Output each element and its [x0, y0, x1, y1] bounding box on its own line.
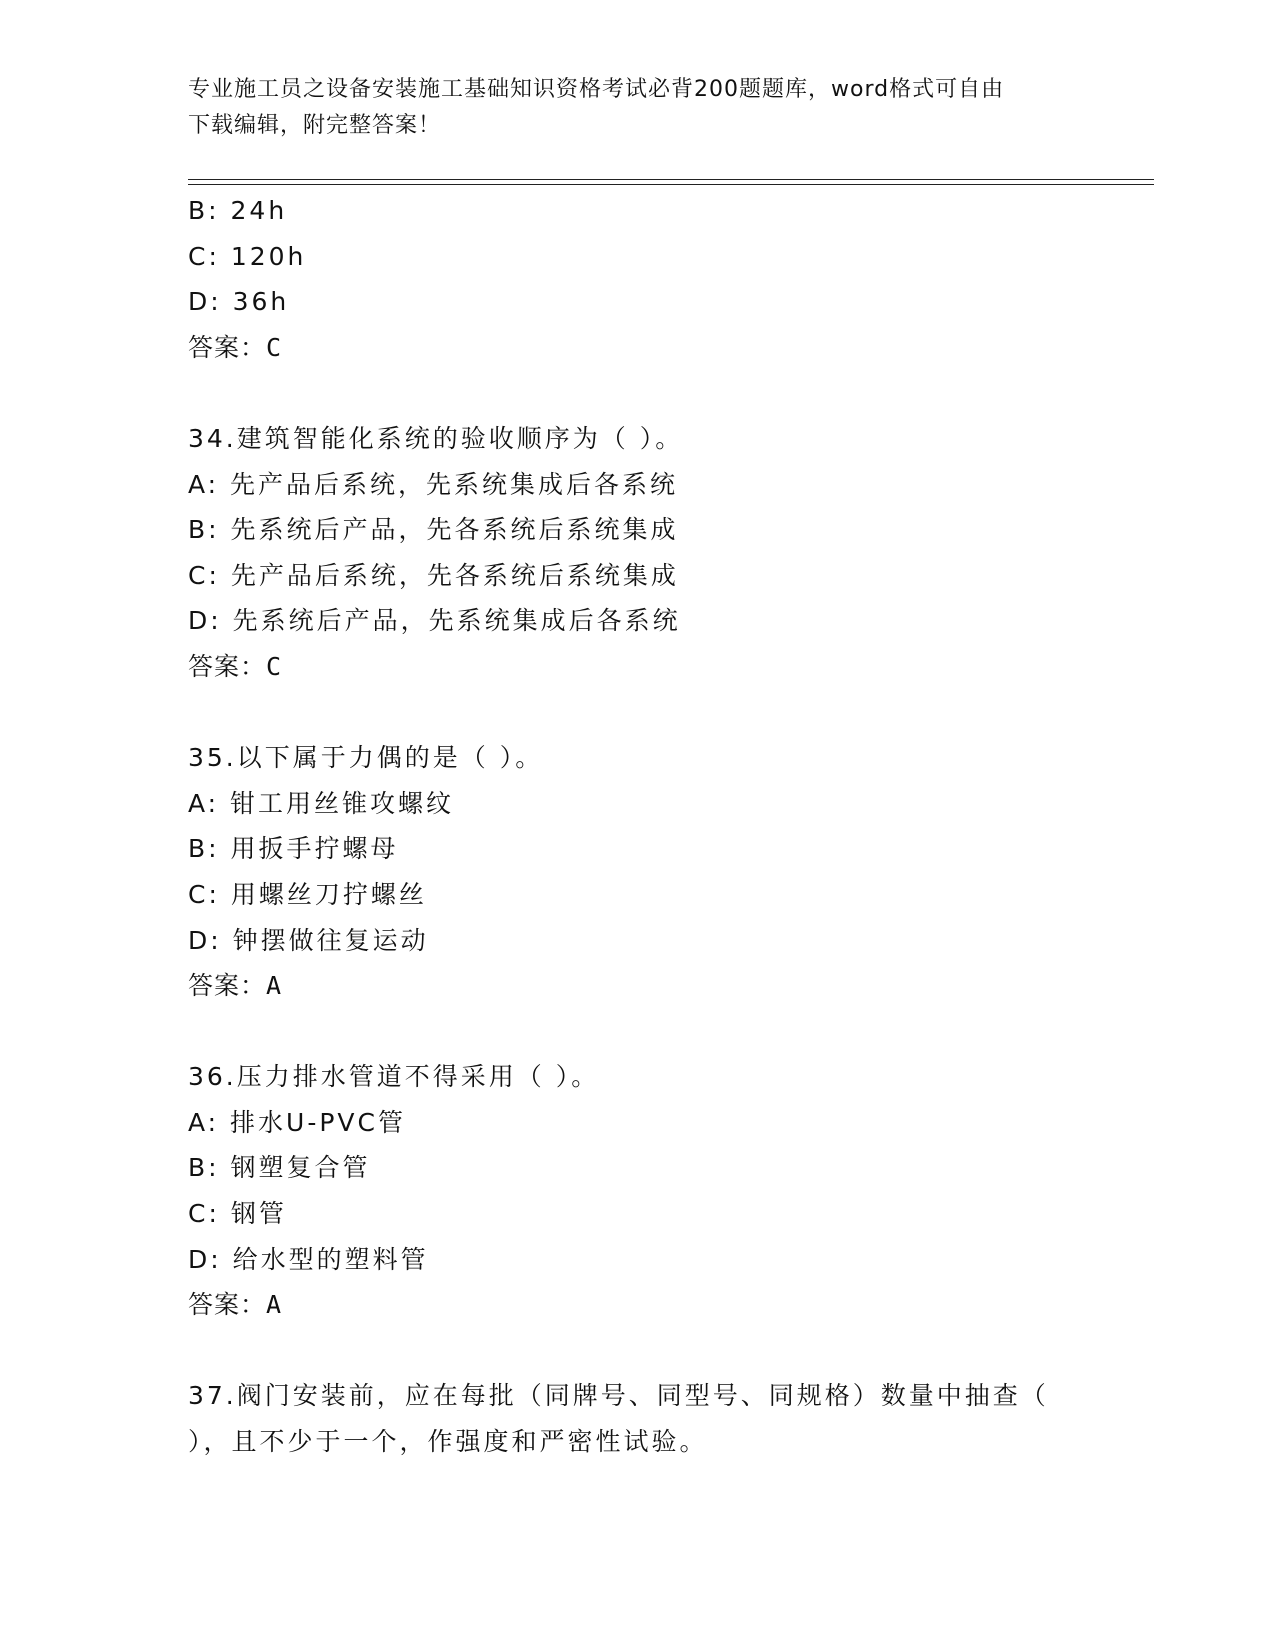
option-c: C: 120h [188, 241, 307, 271]
question-stem-line-2: ），且不少于一个，作强度和严密性试验。 [188, 1427, 708, 1457]
block-spacer [188, 1328, 1088, 1374]
block-spacer [188, 690, 1088, 736]
answer-line: 答案：C [188, 332, 283, 362]
question-stem: 36.压力排水管道不得采用（ ）。 [188, 1062, 600, 1092]
document-header [188, 72, 1088, 144]
block-spacer [188, 1009, 1088, 1055]
option-d: D: 36h [188, 287, 290, 317]
question-stem-line-1: 37.阀门安装前，应在每批（同牌号、同型号、同规格）数量中抽查（ [188, 1381, 1049, 1411]
header-divider-top [188, 179, 1154, 180]
question-35 [188, 735, 1088, 1009]
option-a: A: 钳工用丝锥攻螺纹 [188, 788, 455, 818]
question-content [188, 188, 1088, 1465]
question-37 [188, 1373, 1088, 1464]
option-a: A: 排水U-PVC管 [188, 1107, 406, 1137]
header-divider-bottom [188, 184, 1154, 185]
option-d: D: 给水型的塑料管 [188, 1244, 429, 1274]
option-c: C: 钢管 [188, 1199, 287, 1229]
option-c: C: 先产品后系统，先各系统后系统集成 [188, 560, 679, 590]
option-a: A: 先产品后系统，先系统集成后各系统 [188, 469, 679, 499]
prev-question-block [188, 188, 1088, 370]
header-line-1: 专业施工员之设备安装施工基础知识资格考试必背200题题库，word格式可自由 [188, 77, 1005, 102]
option-c: C: 用螺丝刀拧螺丝 [188, 879, 427, 909]
option-b: B: 钢塑复合管 [188, 1153, 371, 1183]
option-b: B: 用扳手拧螺母 [188, 834, 399, 864]
block-spacer [188, 370, 1088, 416]
option-d: D: 钟摆做往复运动 [188, 925, 429, 955]
question-34 [188, 416, 1088, 690]
question-stem: 34.建筑智能化系统的验收顺序为（ ）。 [188, 423, 684, 453]
answer-line: 答案：A [188, 971, 283, 1001]
option-d: D: 先系统后产品，先系统集成后各系统 [188, 606, 681, 636]
header-line-2: 下载编辑，附完整答案！ [188, 113, 442, 138]
answer-line: 答案：A [188, 1290, 283, 1320]
answer-line: 答案：C [188, 651, 283, 681]
option-b: B: 24h [188, 196, 288, 225]
question-stem: 35.以下属于力偶的是（ ）。 [188, 743, 544, 773]
question-36 [188, 1054, 1088, 1328]
option-b: B: 先系统后产品，先各系统后系统集成 [188, 515, 679, 545]
